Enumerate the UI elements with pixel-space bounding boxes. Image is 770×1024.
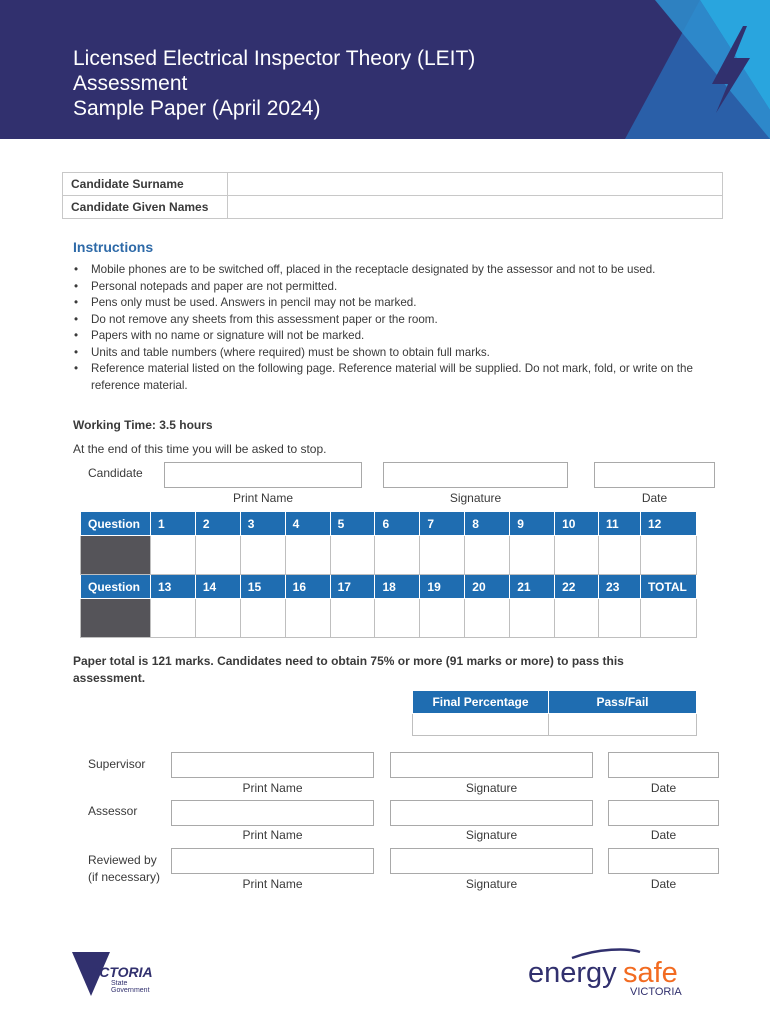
- svg-text:energy: energy: [528, 957, 617, 989]
- question-number: 11: [599, 512, 641, 536]
- result-table: [412, 690, 697, 736]
- table-row: [81, 599, 697, 638]
- date-caption: Date: [650, 877, 677, 891]
- svg-text:State: State: [111, 980, 128, 987]
- supervisor-label: Supervisor: [88, 757, 146, 771]
- assessor-label: Assessor: [88, 804, 138, 818]
- question-number: 6: [375, 512, 420, 536]
- candidate-print-name-field[interactable]: [164, 462, 362, 488]
- supervisor-date-field[interactable]: [608, 752, 719, 778]
- candidate-given-names-field[interactable]: [228, 196, 723, 219]
- mark-cell[interactable]: [285, 536, 330, 575]
- question-number: 17: [330, 575, 375, 599]
- table-row: [63, 173, 723, 196]
- document-title: Licensed Electrical Inspector Theory (LEIT) Assessment Sample Paper (April 2024): [73, 47, 476, 120]
- question-number: 15: [240, 575, 285, 599]
- signature-caption: Signature: [449, 491, 502, 505]
- shaded-cell: [81, 599, 151, 638]
- question-number: 4: [285, 512, 330, 536]
- reviewed-by-label: Reviewed by (if necessary): [88, 853, 161, 884]
- question-number: 18: [375, 575, 420, 599]
- candidate-date-field[interactable]: [594, 462, 715, 488]
- mark-cell[interactable]: [195, 536, 240, 575]
- table-row: [81, 575, 697, 599]
- mark-cell[interactable]: [555, 599, 599, 638]
- print-name-caption: Print Name: [242, 877, 303, 891]
- question-number: 21: [510, 575, 555, 599]
- table-row: [63, 196, 723, 219]
- signature-caption: Signature: [465, 828, 518, 842]
- candidate-surname-label: Candidate Surname: [63, 173, 228, 196]
- signature-caption: Signature: [465, 877, 518, 891]
- assessor-print-name-field[interactable]: [171, 800, 374, 826]
- mark-cell[interactable]: [285, 599, 330, 638]
- mark-cell[interactable]: [599, 536, 641, 575]
- working-time-note: At the end of this time you will be asked to stop.: [73, 442, 327, 456]
- signature-caption: Signature: [465, 781, 518, 795]
- instructions-list: [74, 262, 704, 394]
- reviewer-print-name-field[interactable]: [171, 848, 374, 874]
- header-banner: [0, 0, 770, 139]
- final-percentage-cell[interactable]: [413, 714, 549, 736]
- svg-text:safe: safe: [623, 957, 678, 989]
- mark-cell[interactable]: [555, 536, 599, 575]
- question-number: 1: [150, 512, 195, 536]
- svg-text:VICTORIA: VICTORIA: [86, 964, 153, 980]
- total-cell[interactable]: [640, 599, 696, 638]
- question-number: 22: [555, 575, 599, 599]
- list-item: • Do not remove any sheets from this assessment paper or the room.: [74, 312, 704, 329]
- list-item: • Personal notepads and paper are not permitted.: [74, 279, 704, 296]
- question-number: 7: [420, 512, 465, 536]
- table-row: [81, 536, 697, 575]
- list-item: • Mobile phones are to be switched off, placed in the receptacle designated by the assessor and not to be used.: [74, 262, 704, 279]
- question-number: 20: [465, 575, 510, 599]
- question-number: 8: [465, 512, 510, 536]
- candidate-details-table: [62, 172, 723, 219]
- mark-cell[interactable]: [375, 599, 420, 638]
- reviewer-signature-field[interactable]: [390, 848, 593, 874]
- pass-fail-header: Pass/Fail: [549, 691, 697, 714]
- mark-cell[interactable]: [195, 599, 240, 638]
- mark-cell[interactable]: [510, 536, 555, 575]
- date-caption: Date: [641, 491, 668, 505]
- question-number: 13: [150, 575, 195, 599]
- candidate-given-names-label: Candidate Given Names: [63, 196, 228, 219]
- question-number: 19: [420, 575, 465, 599]
- svg-text:Government: Government: [111, 987, 150, 994]
- date-caption: Date: [650, 781, 677, 795]
- list-item: • Papers with no name or signature will not be marked.: [74, 328, 704, 345]
- mark-cell[interactable]: [465, 536, 510, 575]
- supervisor-signature-field[interactable]: [390, 752, 593, 778]
- shaded-cell: [81, 536, 151, 575]
- assessor-signature-field[interactable]: [390, 800, 593, 826]
- question-number: 14: [195, 575, 240, 599]
- list-item: • Reference material listed on the following page. Reference material will be supplied. Do not mark, fold, or write on the reference material.: [74, 361, 704, 394]
- date-caption: Date: [650, 828, 677, 842]
- energysafe-victoria-logo: [528, 948, 700, 1005]
- mark-cell[interactable]: [420, 536, 465, 575]
- victoria-government-logo: [72, 950, 167, 1005]
- candidate-signature-field[interactable]: [383, 462, 568, 488]
- table-row: [413, 714, 697, 736]
- working-time: Working Time: 3.5 hours: [73, 418, 213, 432]
- candidate-label: Candidate: [88, 466, 143, 480]
- final-percentage-header: Final Percentage: [413, 691, 549, 714]
- question-number: 16: [285, 575, 330, 599]
- instructions-heading: Instructions: [73, 239, 154, 255]
- mark-cell[interactable]: [599, 599, 641, 638]
- mark-cell[interactable]: [240, 536, 285, 575]
- mark-cell[interactable]: [375, 536, 420, 575]
- question-number: 2: [195, 512, 240, 536]
- mark-cell[interactable]: [150, 536, 195, 575]
- question-number: 5: [330, 512, 375, 536]
- paper-total-note: Paper total is 121 marks. Candidates need to obtain 75% or more (91 marks or more) to pass this assessment.: [73, 654, 624, 685]
- total-header: TOTAL: [640, 575, 696, 599]
- supervisor-print-name-field[interactable]: [171, 752, 374, 778]
- list-item: • Pens only must be used. Answers in pencil may not be marked.: [74, 295, 704, 312]
- mark-cell[interactable]: [465, 599, 510, 638]
- question-number: 23: [599, 575, 641, 599]
- question-header: Question: [81, 575, 151, 599]
- mark-cell[interactable]: [150, 599, 195, 638]
- mark-cell[interactable]: [240, 599, 285, 638]
- mark-cell[interactable]: [510, 599, 555, 638]
- question-number: 3: [240, 512, 285, 536]
- reviewer-date-field[interactable]: [608, 848, 719, 874]
- mark-cell[interactable]: [330, 599, 375, 638]
- question-number: 12: [640, 512, 696, 536]
- svg-text:VICTORIA: VICTORIA: [630, 986, 682, 998]
- mark-cell[interactable]: [640, 536, 696, 575]
- question-marks-table: [80, 511, 697, 638]
- question-number: 9: [510, 512, 555, 536]
- list-item: • Units and table numbers (where required) must be shown to obtain full marks.: [74, 345, 704, 362]
- assessor-date-field[interactable]: [608, 800, 719, 826]
- candidate-surname-field[interactable]: [228, 173, 723, 196]
- pass-fail-cell[interactable]: [549, 714, 697, 736]
- mark-cell[interactable]: [420, 599, 465, 638]
- table-row: [81, 512, 697, 536]
- question-number: 10: [555, 512, 599, 536]
- print-name-caption: Print Name: [232, 491, 294, 505]
- print-name-caption: Print Name: [242, 781, 303, 795]
- table-row: [413, 691, 697, 714]
- question-header: Question: [81, 512, 151, 536]
- mark-cell[interactable]: [330, 536, 375, 575]
- print-name-caption: Print Name: [242, 828, 303, 842]
